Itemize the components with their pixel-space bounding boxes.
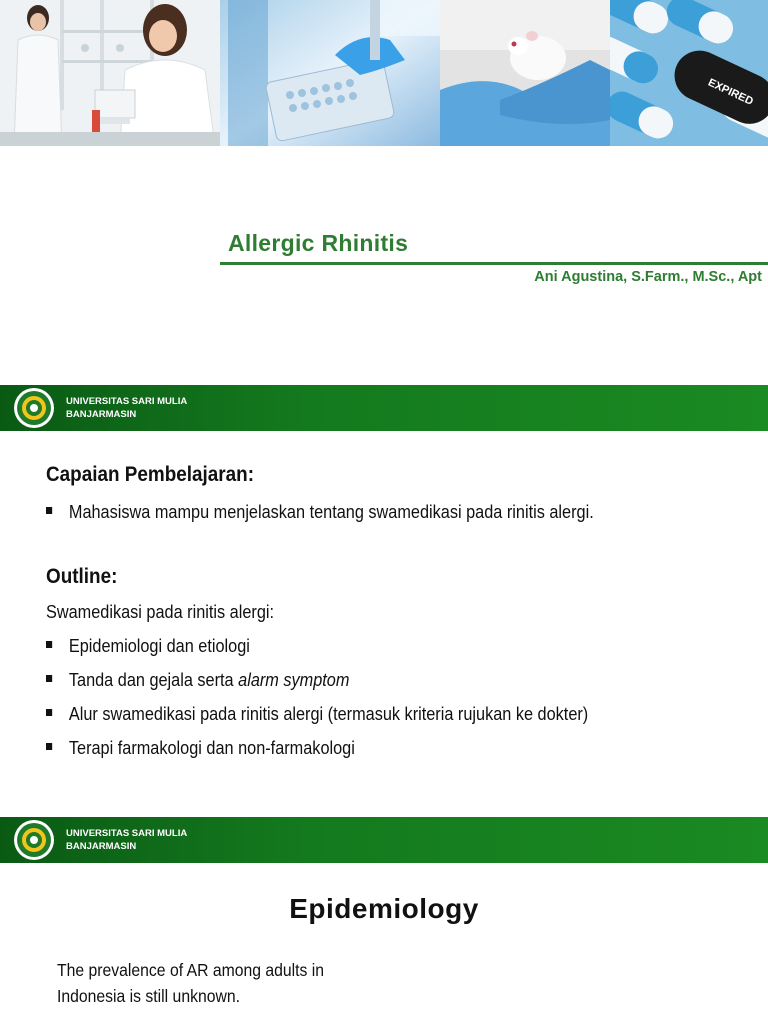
outline-item-text: Terapi farmakologi dan non-farmakologi: [68, 737, 355, 758]
university-header-bar: [0, 817, 768, 863]
outline-item-text: Alur swamedikasi pada rinitis alergi (termasuk kriteria rujukan ke dokter): [68, 703, 589, 724]
square-bullet-icon: [46, 507, 52, 514]
epidemiology-text: [57, 957, 354, 1009]
university-name: [66, 395, 187, 421]
lab-mouse-image: [440, 0, 610, 146]
epidemiology-text-line2: Indonesia is still unknown.: [57, 986, 240, 1006]
epidemiology-title: Epidemiology: [289, 893, 479, 924]
author-name: Ani Agustina, S.Farm., M.Sc., Apt: [534, 269, 762, 285]
lab-scientists-photo: [0, 0, 220, 146]
capaian-item-text: Mahasiswa mampu menjelaskan tentang swamedikasi pada rinitis alergi.: [68, 501, 594, 522]
outline-bullet-3: [46, 703, 588, 725]
title-underline: [220, 262, 768, 265]
learning-outcomes-slide: [0, 385, 768, 817]
pipette-image: [220, 0, 440, 146]
expired-capsules-photo: [610, 0, 768, 146]
capaian-heading: Capaian Pembelajaran:: [46, 463, 254, 486]
epidemiology-text-line1: The prevalence of AR among adults in: [57, 960, 325, 980]
capaian-bullet: [46, 501, 594, 523]
square-bullet-icon: [46, 641, 52, 648]
epidemiology-slide: [0, 817, 768, 1024]
outline-item-text: Epidemiologi dan etiologi: [68, 635, 250, 656]
square-bullet-icon: [46, 675, 52, 682]
square-bullet-icon: [46, 743, 52, 750]
expired-capsules-image: [610, 0, 768, 146]
university-name-line1: UNIVERSITAS SARI MULIA: [66, 396, 188, 407]
lab-mouse-photo: [440, 0, 610, 146]
university-logo-icon: [12, 819, 56, 861]
presentation-title: Allergic Rhinitis: [228, 230, 409, 256]
title-slide: [0, 0, 768, 385]
expired-label: EXPIRED: [706, 76, 755, 108]
outline-item-italic: alarm symptom: [238, 669, 350, 690]
pipette-photo: [220, 0, 440, 146]
university-name-line1: UNIVERSITAS SARI MULIA: [66, 828, 188, 839]
university-name: [66, 827, 187, 853]
outline-bullet-4: [46, 737, 355, 759]
photo-banner: [0, 0, 768, 146]
university-header-bar: [0, 385, 768, 431]
lab-scientists-image: [0, 0, 220, 146]
university-name-line2: BANJARMASIN: [66, 409, 137, 420]
university-logo-icon: [12, 387, 56, 429]
university-name-line2: BANJARMASIN: [66, 841, 137, 852]
outline-item-text: Tanda dan gejala serta: [68, 669, 234, 690]
outline-bullet-2: [46, 669, 349, 691]
square-bullet-icon: [46, 709, 52, 716]
outline-bullet-1: [46, 635, 250, 657]
outline-heading: Outline:: [46, 565, 118, 588]
outline-intro: Swamedikasi pada rinitis alergi:: [46, 601, 275, 622]
